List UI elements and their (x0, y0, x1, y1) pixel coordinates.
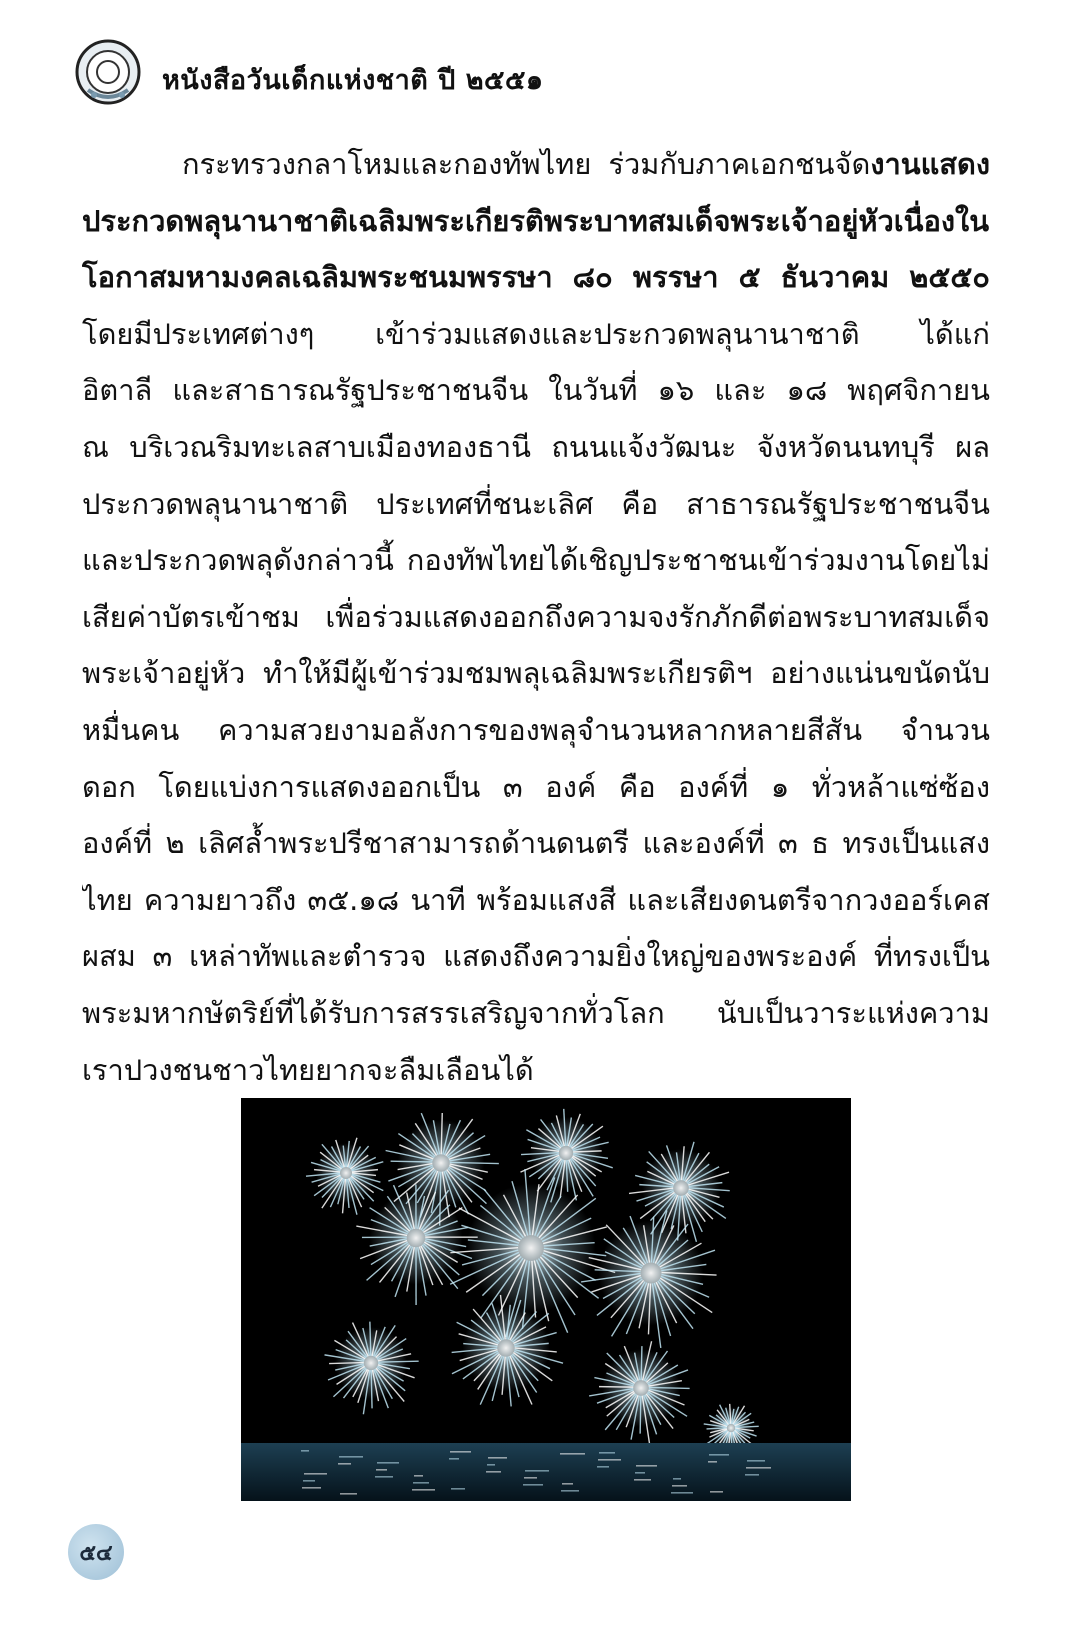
text-run: เสียค่าบัตรเข้าชม เพื่อร่วมแสดงออกถึงความจงรักภักดีต่อพระบาทสมเด็จ (82, 599, 990, 634)
text-run: กระทรวงกลาโหมและกองทัพไทย ร่วมกับภาคเอกชนจัด (182, 147, 871, 181)
thai-emblem-icon (74, 38, 142, 106)
water-reflection (241, 1443, 851, 1501)
firework-burst (581, 1210, 716, 1347)
text-line (82, 476, 990, 533)
text-line (82, 928, 990, 985)
text-line (82, 702, 990, 759)
firework-burst (589, 1341, 689, 1443)
bold-text-run: ประกวดพลุนานาชาติเฉลิมพระเกียรติพระบาทสมเด็จพระเจ้าอยู่หัวเนื่องใน (82, 203, 990, 238)
page-number: ๕๔ (68, 1524, 124, 1580)
text-line (82, 645, 990, 702)
text-run: พระมหากษัตริย์ที่ได้รับการสรรเสริญจากทั่วโลก นับเป็นวาระแห่งความ (82, 995, 990, 1030)
text-run: ผสม ๓ เหล่าทัพและตำรวจ แสดงถึงความยิ่งใหญ่ของพระองค์ ที่ทรงเป็น (82, 939, 990, 974)
bold-text-run: งานแสดง (870, 147, 990, 181)
text-line (82, 249, 990, 306)
text-line (82, 532, 990, 589)
bold-text-run: โอกาสมหามงคลเฉลิมพระชนมพรรษา ๘๐ พรรษา ๕ ธันวาคม ๒๕๕๐ (82, 260, 990, 295)
text-line (82, 1042, 990, 1099)
firework-burst (356, 1185, 477, 1305)
text-run: ณ บริเวณริมทะเลสาบเมืองทองธานี ถนนแจ้งวัฒนะ จังหวัดนนทบุรี ผล (82, 429, 990, 464)
text-line (82, 136, 990, 193)
firework-burst (325, 1322, 419, 1415)
text-line (82, 985, 990, 1042)
text-run: ไทย ความยาวถึง ๓๕.๑๘ นาที พร้อมแสงสี และเสียงดนตรีจากวงออร์เคส (82, 882, 990, 917)
text-run: อิตาลี และสาธารณรัฐประชาชนจีน ในวันที่ ๑๖ และ ๑๘ พฤศจิกายน (82, 373, 990, 408)
text-run: องค์ที่ ๒ เลิศล้ำพระปรีชาสามารถด้านดนตรี และองค์ที่ ๓ ธ ทรงเป็นแสง (82, 826, 990, 861)
main-paragraph (82, 136, 990, 1098)
text-line (82, 362, 990, 419)
text-line (82, 193, 990, 250)
text-line (82, 815, 990, 872)
text-run: พระเจ้าอยู่หัว ทำให้มีผู้เข้าร่วมชมพลุเฉลิมพระเกียรติฯ อย่างแน่นขนัดนับ (82, 656, 990, 691)
text-run: เราปวงชนชาวไทยยากจะลืมเลือนได้ (82, 1052, 534, 1087)
text-run: ดอก โดยแบ่งการแสดงออกเป็น ๓ องค์ คือ องค์ที่ ๑ ทั่วหล้าแซ่ซ้อง (82, 769, 990, 804)
text-line (82, 759, 990, 816)
fireworks-photo (241, 1098, 851, 1501)
running-header-title: หนังสือวันเด็กแห่งชาติ ปี ๒๕๕๑ (162, 65, 544, 96)
firework-burst (306, 1138, 383, 1215)
text-run: หมื่นคน ความสวยงามอลังการของพลุจำนวนหลากหลายสีสัน จำนวน (82, 712, 990, 747)
text-line (82, 872, 990, 929)
text-line (82, 419, 990, 476)
text-run: โดยมีประเทศต่างๆ เข้าร่วมแสดงและประกวดพลุนานาชาติ ได้แก่ (82, 316, 990, 351)
text-line (82, 589, 990, 646)
text-run: ประกวดพลุนานาชาติ ประเทศที่ชนะเลิศ คือ สาธารณรัฐประชาชนจีน (82, 486, 990, 521)
text-run: และประกวดพลุดังกล่าวนี้ กองทัพไทยได้เชิญประชาชนเข้าร่วมงานโดยไม่ (82, 543, 990, 578)
text-line (82, 306, 990, 363)
page-header (74, 38, 1014, 108)
